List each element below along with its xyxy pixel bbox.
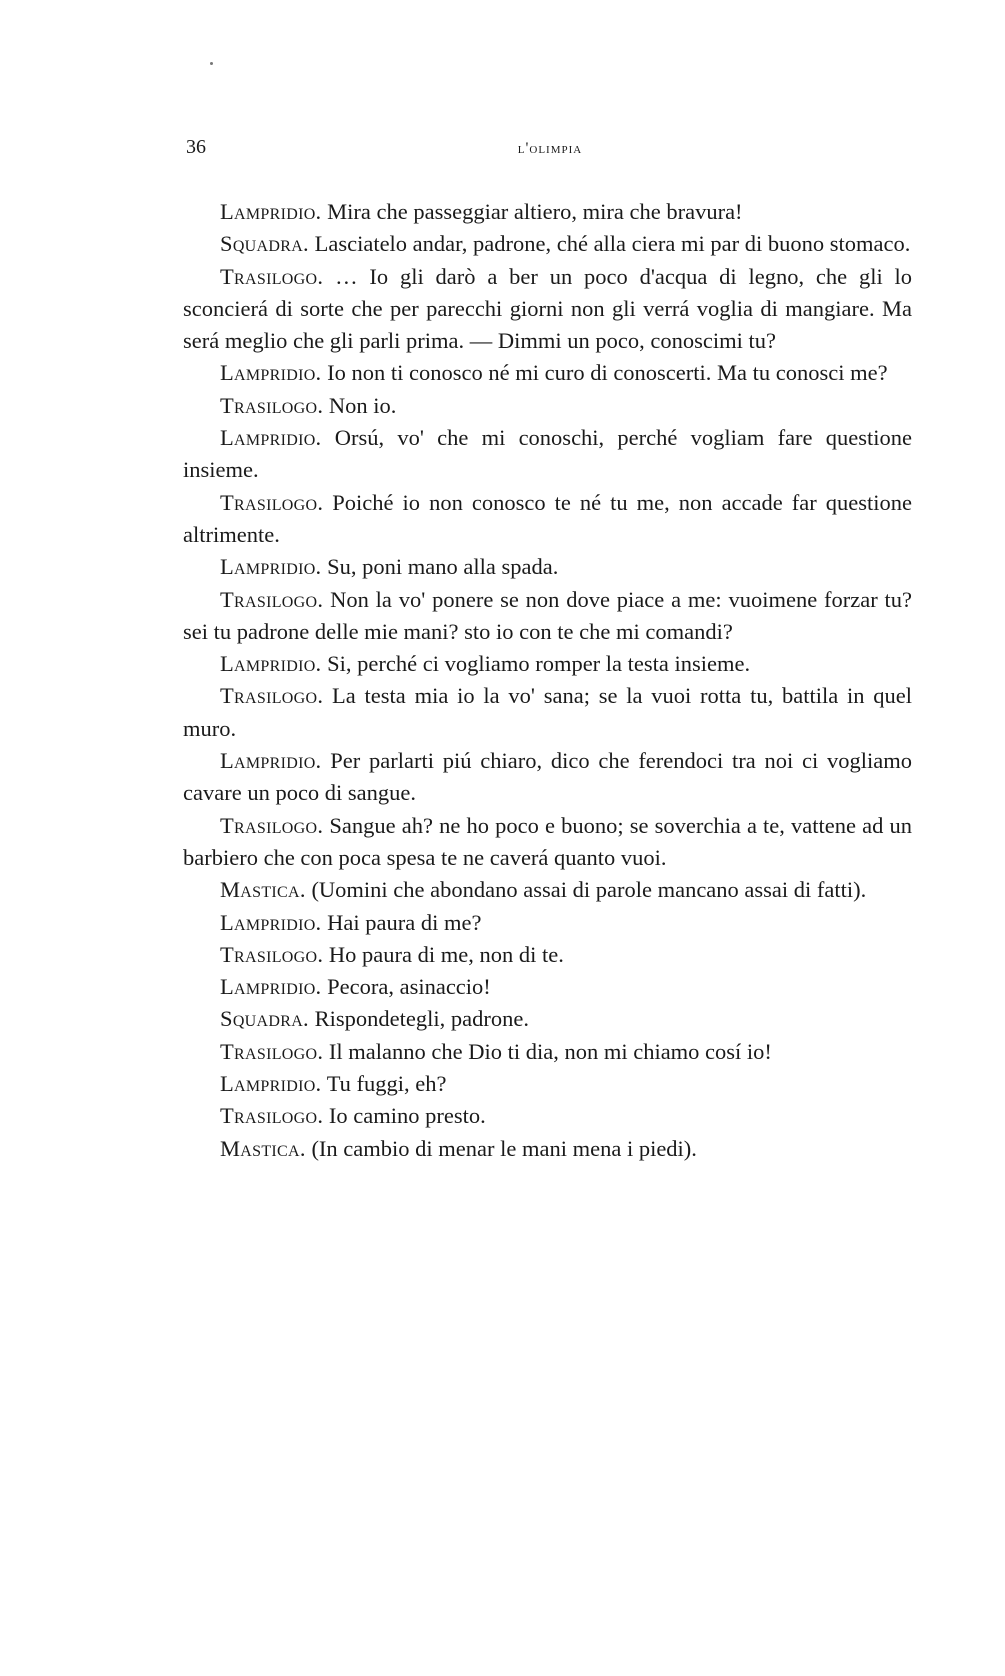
- dialogue-paragraph: [183, 422, 912, 487]
- speaker-name: Lampridio.: [220, 651, 322, 677]
- speaker-name: Trasilogo.: [220, 586, 324, 612]
- speech-text: Tu fuggi, eh?: [326, 1071, 447, 1097]
- speech-text: Poiché io non conosco te né tu me, non accade far questione altrimente.: [183, 489, 912, 547]
- speaker-name: Lampridio.: [220, 974, 322, 1000]
- speech-text: La testa mia io la vo' sana; se la vuoi rotta tu, battila in quel muro.: [183, 683, 913, 741]
- speaker-name: Trasilogo.: [220, 812, 324, 838]
- speaker-name: Trasilogo.: [220, 263, 324, 289]
- dialogue-paragraph: [183, 1068, 912, 1100]
- page-number: 36: [186, 136, 206, 158]
- dialogue-paragraph: [183, 487, 912, 552]
- speaker-name: Lampridio.: [220, 425, 322, 451]
- dialogue-paragraph: [183, 261, 912, 358]
- speech-text: Io camino presto.: [328, 1103, 486, 1129]
- speech-text: … Io gli darò a ber un poco d'acqua di legno, che gli lo sconcierá di sorte che per parecchi giorni non gli verrá voglia di mangiare. Ma será meglio che gli parli prima. — Dimmi un poco, conoscimi tu?: [183, 263, 913, 354]
- dialogue-paragraph: [183, 745, 912, 810]
- speaker-name: Squadra.: [220, 231, 309, 257]
- speech-text: Mira che passeggiar altiero, mira che bravura!: [327, 199, 743, 224]
- speaker-name: Trasilogo.: [220, 683, 324, 709]
- speaker-name: Squadra.: [220, 1006, 309, 1032]
- speaker-name: Lampridio.: [220, 909, 322, 935]
- speech-text: Rispondetegli, padrone.: [314, 1006, 529, 1032]
- dialogue-paragraph: [183, 810, 912, 875]
- dialogue-paragraph: [183, 1133, 912, 1165]
- speaker-name: Mastica.: [220, 1135, 306, 1161]
- speech-text: Per parlarti piú chiaro, dico che ferendoci tra noi ci vogliamo cavare un poco di sangue.: [183, 748, 913, 806]
- dialogue-paragraph: [183, 648, 912, 680]
- dialogue-paragraph: [183, 971, 912, 1003]
- speaker-name: Lampridio.: [220, 554, 322, 580]
- speech-text: Ho paura di me, non di te.: [328, 941, 564, 967]
- speaker-name: Mastica.: [220, 877, 306, 903]
- speaker-name: Trasilogo.: [220, 392, 324, 418]
- speech-text: Non io.: [328, 392, 397, 418]
- speech-text: Pecora, asinaccio!: [327, 974, 491, 1000]
- dialogue-paragraph: [183, 390, 912, 422]
- dialogue-paragraph: [183, 551, 912, 583]
- speech-text: (In cambio di menar le mani mena i piedi).: [311, 1135, 697, 1161]
- scan-speck: [210, 62, 213, 65]
- speech-text: Hai paura di me?: [327, 909, 482, 935]
- speaker-name: Lampridio.: [220, 748, 322, 774]
- running-title-text: l'olimpia: [517, 140, 583, 157]
- speech-text: (Uomini che abondano assai di parole mancano assai di fatti).: [311, 877, 867, 903]
- speech-text: Sangue ah? ne ho poco e buono; se soverchia a te, vattene ad un barbiero che con poca spesa te ne caverá quanto vuoi.: [183, 812, 913, 870]
- speech-text: Su, poni mano alla spada.: [327, 554, 559, 580]
- running-title: [0, 140, 1005, 158]
- dialogue-paragraph: [183, 1003, 912, 1035]
- dialogue-paragraph: [183, 680, 912, 745]
- speaker-name: Trasilogo.: [220, 941, 324, 967]
- dialogue-paragraph: [183, 584, 912, 649]
- speech-text: Lasciatelo andar, padrone, ché alla ciera mi par di buono stomaco.: [314, 231, 911, 257]
- dialogue-paragraph: [183, 874, 912, 906]
- speech-text: Si, perché ci vogliamo romper la testa insieme.: [327, 651, 751, 677]
- speech-text: Orsú, vo' che mi conoschi, perché vogliam fare questione insieme.: [183, 425, 912, 483]
- speaker-name: Trasilogo.: [220, 1038, 324, 1064]
- speech-text: Il malanno che Dio ti dia, non mi chiamo cosí io!: [328, 1038, 772, 1064]
- speaker-name: Lampridio.: [220, 1071, 322, 1097]
- dialogue-paragraph: [183, 196, 912, 228]
- dialogue-paragraph: [183, 357, 912, 389]
- speaker-name: Lampridio.: [220, 360, 322, 386]
- dialogue-paragraph: [183, 1036, 912, 1068]
- dialogue-paragraph: [183, 907, 912, 939]
- speech-text: Io non ti conosco né mi curo di conoscerti. Ma tu conosci me?: [327, 360, 888, 386]
- speaker-name: Lampridio.: [220, 199, 322, 224]
- dialogue-paragraph: [183, 1100, 912, 1132]
- dialogue-paragraph: [183, 939, 912, 971]
- speaker-name: Trasilogo.: [220, 1103, 324, 1129]
- dialogue-text: [183, 196, 912, 1165]
- speaker-name: Trasilogo.: [220, 489, 324, 515]
- dialogue-paragraph: [183, 228, 912, 260]
- speech-text: Non la vo' ponere se non dove piace a me: vuoimene forzar tu? sei tu padrone delle mie mani? sto io con te che mi comandi?: [183, 586, 913, 644]
